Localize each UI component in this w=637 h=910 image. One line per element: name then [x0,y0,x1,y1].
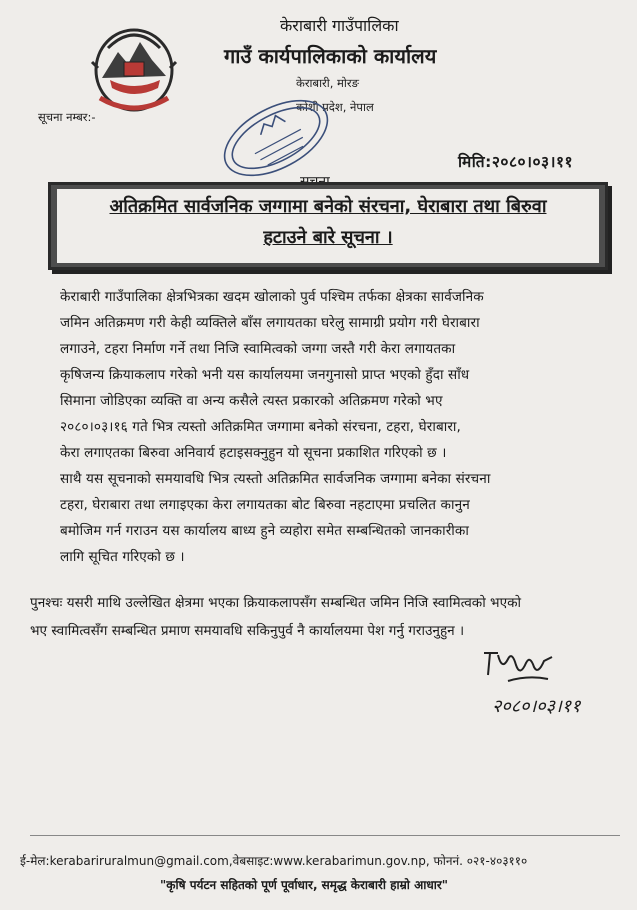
office-stamp-icon [212,98,340,178]
body-line: केरा लगाएतका बिरुवा अनिवार्य हटाइसक्नुहुन यो सूचना प्रकाशित गरिएको छ । [60,445,447,461]
body-line: जमिन अतिक्रमण गरी केही व्यक्तिले बाँस लगायतका घरेलु सामाग्री प्रयोग गरी घेराबारा [60,315,480,331]
notice-number-label: सूचना नम्बर:- [38,110,96,124]
notice-title-box [48,182,608,270]
body-line: सिमाना जोडिएका व्यक्ति वा अन्य कसैले त्यस्त प्रकारको अतिक्रमण गरेको भए [60,393,443,409]
body-line: टहरा, घेराबारा तथा लगाइएका केरा लगायतका बोट बिरुवा नहटाएमा प्रचलित कानुन [60,497,470,513]
address-line-2: कोशी प्रदेश, नेपाल [296,100,374,114]
body-line: बमोजिम गर्न गराउन यस कार्यालय बाध्य हुने व्यहोरा समेत सम्बन्धितको जानकारीका [60,523,469,539]
office-name: गाउँ कार्यपालिकाको कार्यालय [224,44,437,68]
footer-divider [30,835,620,836]
body-line: साथै यस सूचनाको समयावधि भित्र त्यस्तो अतिक्रमित सार्वजनिक जग्गामा बनेका संरचना [60,471,491,487]
signature-icon [478,645,556,689]
title-line-1: अतिक्रमित सार्वजनिक जग्गामा बनेको संरचना, घेराबारा तथा बिरुवा [109,196,547,217]
body-line: कृषिजन्य क्रियाकलाप गरेको भनी यस कार्यालयमा जनगुनासो प्राप्त भएको हुँदा साँध [60,367,470,383]
notice-date: मिति:२०८०।०३।११ [458,153,574,171]
government-emblem-icon [88,18,180,118]
body-line: लागि सूचित गरिएको छ । [60,549,185,565]
body-line: केराबारी गाउँपालिका क्षेत्रभित्रका खदम खोलाको पुर्व पश्चिम तर्फका क्षेत्रका सार्वजनिक [60,289,484,305]
footer-slogan: "कृषि पर्यटन सहितको पूर्ण पूर्वाधार, समृद्ध केराबारी हाम्रो आधार" [160,878,448,892]
title-line-2: हटाउने बारे सूचना । [263,227,393,248]
notice-title [57,189,599,263]
postscript-line: भए स्वामित्वसँग सम्बन्धित प्रमाण समयावधि सकिनुपुर्व नै कार्यालयमा पेश गर्नु गराउनुहुन । [30,623,465,639]
signature-date: २०८०।०३।११ [492,696,581,717]
footer-contact: ई-मेल:kerabariruralmun@gmail.com,वेबसाइट:www.kerabarimun.gov.np, फोननं. ०२१-४०३११० [20,854,528,868]
body-line: २०८०।०३।१६ गते भित्र त्यस्तो अतिक्रमित जग्गामा बनेको संरचना, टहरा, घेराबारा, [60,419,461,435]
municipality-name: केराबारी गाउँपालिका [280,16,399,35]
postscript-line: पुनश्चः यसरी माथि उल्लेखित क्षेत्रमा भएका क्रियाकलापसँग सम्बन्धित जमिन निजि स्वामित्वको भएको [30,595,522,611]
body-line: लगाउने, टहरा निर्माण गर्ने तथा निजि स्वामित्वको जग्गा जस्तै गरी केरा लगायतका [60,341,456,357]
address-line-1: केराबारी, मोरङ [296,76,359,90]
